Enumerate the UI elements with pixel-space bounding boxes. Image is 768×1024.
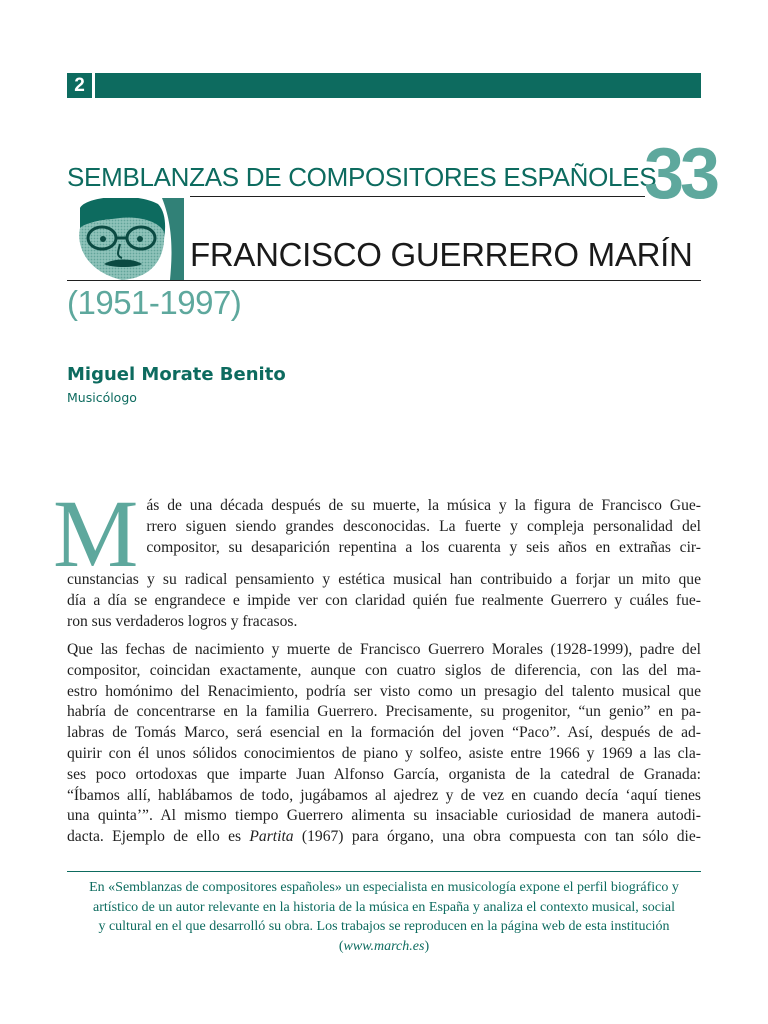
author-role: Musicólogo <box>67 390 137 405</box>
paragraph-line: ses poco ortodoxas que imparte Juan Alfonso García, organista de la catedral de Granada: <box>67 765 701 783</box>
series-title: SEMBLANZAS DE COMPOSITORES ESPAÑOLES <box>67 162 657 192</box>
page-number: 2 <box>67 73 92 98</box>
paragraph-line: estro homónimo del Renacimiento, podría ser visto como un presagio del talento musical que <box>67 682 701 700</box>
footer-divider <box>67 871 701 872</box>
footer-url-line <box>67 937 701 957</box>
paragraph-line: compositor, su desaparición repentina a los cuarenta y seis años en extrañas cir- <box>146 538 701 556</box>
composer-divider <box>67 280 701 281</box>
paragraph-line: una quinta’”. Al mismo tiempo Guerrero alimenta su insaciable curiosidad de manera autodi- <box>67 807 701 825</box>
series-description-note <box>67 878 701 956</box>
footer-line: y cultural en el que desarrolló su obra. Los trabajos se reproducen en la página web de esta institución <box>98 919 670 934</box>
work-title-partita: Partita <box>249 828 294 846</box>
paragraph-line: habría de concentrarse en la familia Guerrero. Precisamente, su progenitor, “un genio” en pa- <box>67 703 701 721</box>
body-paragraph-1 <box>53 480 701 632</box>
paragraph-line: cunstancias y su radical pensamiento y estética musical han contribuido a forjar un mito que <box>67 571 701 588</box>
header-bar <box>67 73 701 98</box>
header-bar-fill <box>95 73 701 98</box>
paragraph-line-last <box>67 827 701 848</box>
composer-name: FRANCISCO GUERRERO MARÍN <box>190 236 693 273</box>
drop-cap: M <box>53 480 139 587</box>
paragraph-line: Que las fechas de nacimiento y muerte de Francisco Guerrero Morales (1928-1999), padre del <box>67 641 701 658</box>
composer-dates: (1951-1997) <box>67 284 242 321</box>
paragraph-line: rrero siguen siendo grandes desconocidas. La fuerte y compleja personalidad del <box>146 517 701 535</box>
paren-open: ( <box>338 938 344 954</box>
paragraph-line: quirir con él unos sólidos conocimientos de piano y solfeo, asiste entre 1966 y 1969 a las cla- <box>67 744 701 762</box>
series-number: 33 <box>644 134 717 214</box>
paragraph-line: compositor, coincidan exactamente, aunque con cuatro siglos de diferencia, con las del ma- <box>67 661 701 679</box>
footer-line: En «Semblanzas de compositores españoles» un especialista en musicología expone el perfil biográfico y <box>89 880 679 895</box>
author-name: Miguel Morate Benito <box>67 364 286 385</box>
paragraph-line: ron sus verdaderos logros y fracasos. <box>67 612 298 630</box>
text-run: (1967) para órgano, una obra compuesta con tan sólo die- <box>293 828 701 846</box>
series-divider <box>190 196 645 197</box>
footer-line: artístico de un autor relevante en la historia de la música en España y analiza el contexto musical, social <box>93 899 675 915</box>
paragraph-line: ás de una década después de su muerte, la música y la figura de Francisco Gue- <box>146 497 701 514</box>
paragraph-line: labras de Tomás Marco, será esencial en la formación del joven “Paco”. Así, después de ad- <box>67 724 701 742</box>
portrait-illustration <box>66 198 184 280</box>
body-paragraph-2 <box>67 640 701 848</box>
composer-portrait <box>66 198 184 280</box>
text-run: dacta. Ejemplo de ello es <box>67 828 250 846</box>
website-link[interactable]: www.march.es <box>343 938 425 954</box>
paragraph-line: día a día se engrandece e impide ver con claridad quién fue realmente Guerrero y cuáles fue- <box>67 591 701 609</box>
paren-close: ) <box>424 938 430 954</box>
paragraph-line: “Íbamos allí, hablábamos de todo, jugábamos al ajedrez y de vez en cuando decía ‘aquí tienes <box>67 786 701 804</box>
